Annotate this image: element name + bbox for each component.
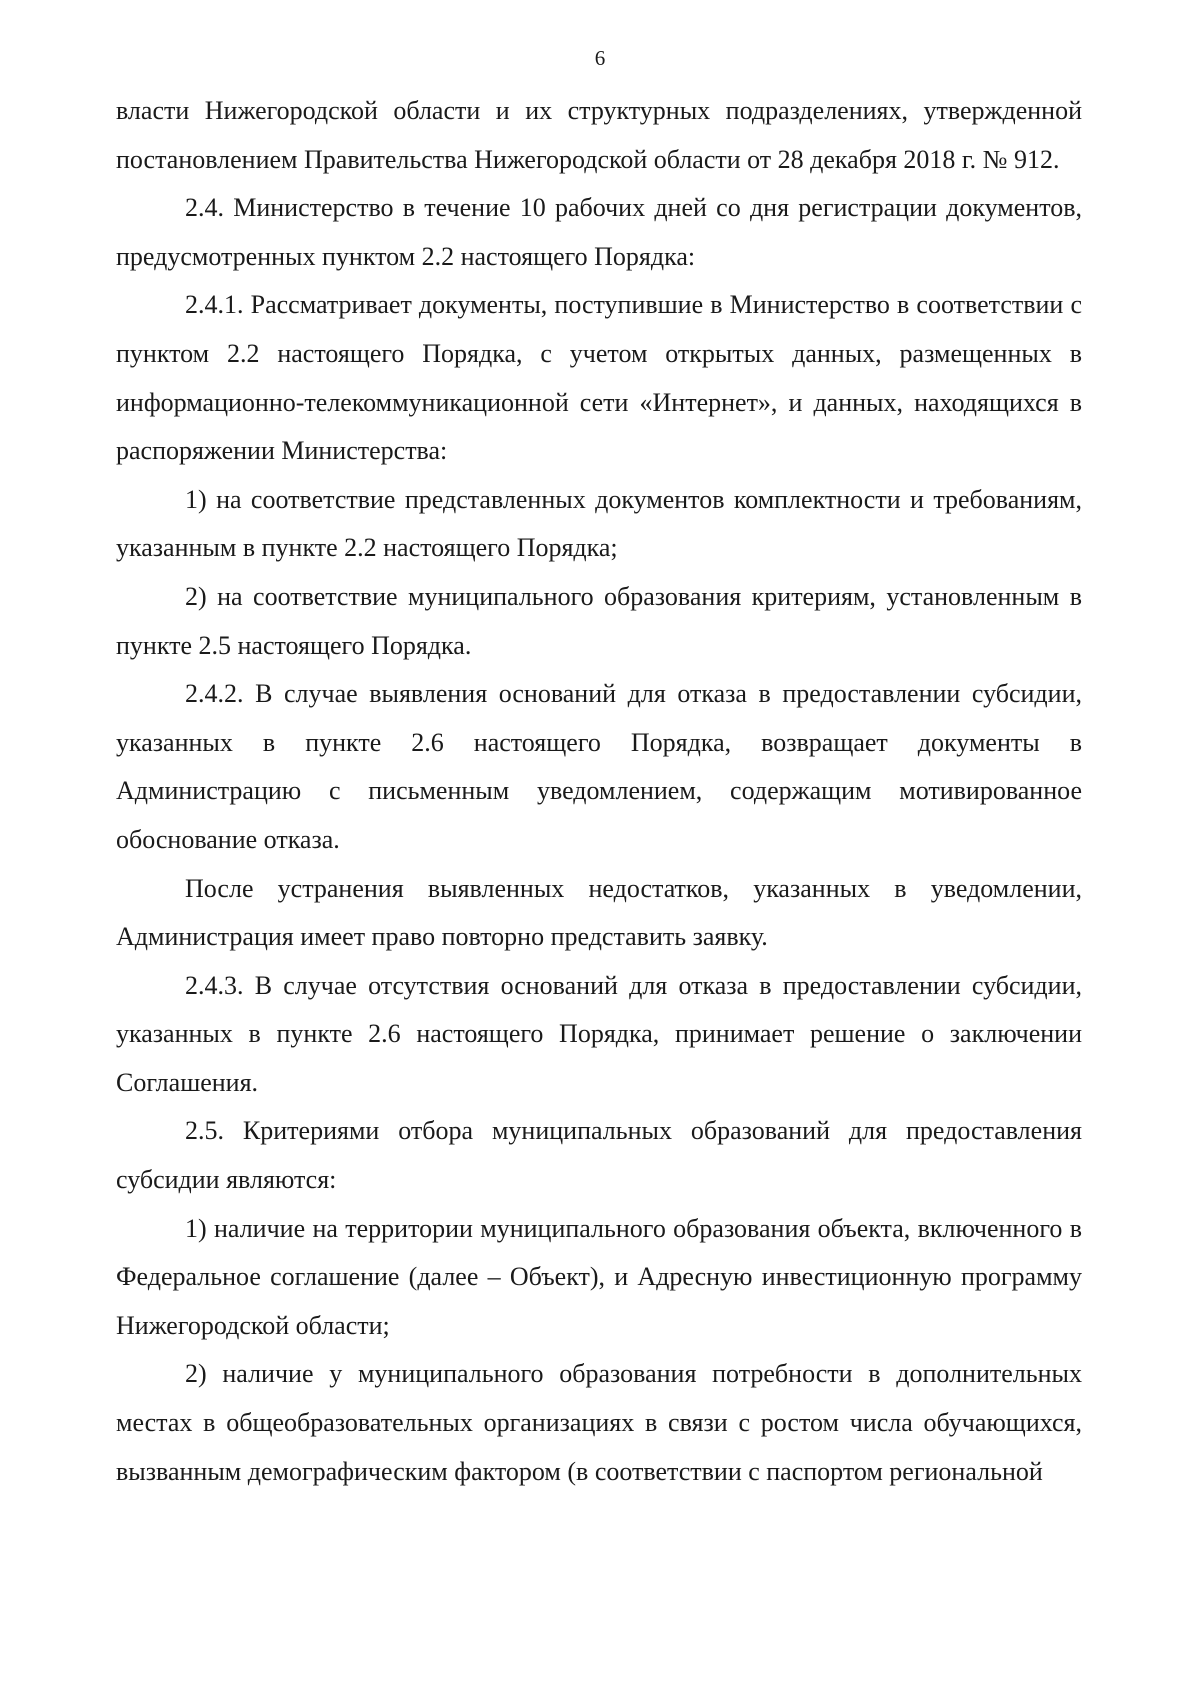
paragraph-2-4-2-resubmission: После устранения выявленных недостатков, указанных в уведомлении, Администрация имеет право повторно представить заявку. bbox=[116, 873, 1082, 952]
paragraph-2-4: 2.4. Министерство в течение 10 рабочих дней со дня регистрации документов, предусмотренных пунктом 2.2 настоящего Порядка: bbox=[116, 193, 1082, 271]
page-number: 6 bbox=[594, 46, 606, 70]
paragraph-2-4-3: 2.4.3. В случае отсутствия оснований для отказа в предоставлении субсидии, указанных в пункте 2.6 настоящего Порядка, принимает решение о заключении Соглашения. bbox=[116, 970, 1082, 1097]
paragraph-2-5-item-1: 1) наличие на территории муниципального образования объекта, включенного в Федеральное соглашение (далее – Объект), и Адресную инвестиционную программу Нижегородской области; bbox=[116, 1213, 1082, 1340]
paragraph-continuation: власти Нижегородской области и их структурных подразделениях, утвержденной постановлением Правительства Нижегородской области от 28 декабря 2018 г. № 912. bbox=[116, 96, 1082, 174]
paragraph-2-5-item-2: 2) наличие у муниципального образования потребности в дополнительных местах в общеобразовательных организациях в связи с ростом числа обучающихся, вызванным демографическим фактором (в соответствии с паспортом региональной bbox=[116, 1359, 1082, 1486]
paragraph-2-4-1: 2.4.1. Рассматривает документы, поступившие в Министерство в соответствии с пунктом 2.2 настоящего Порядка, с учетом открытых данных, размещенных в информационно-телекоммуникационной сети «Интернет», и данных, находящихся в распоряжении Министерства: bbox=[116, 290, 1082, 466]
paragraph-2-5: 2.5. Критериями отбора муниципальных образований для предоставления субсидии являются: bbox=[116, 1116, 1082, 1195]
paragraph-2-4-2: 2.4.2. В случае выявления оснований для отказа в предоставлении субсидии, указанных в пункте 2.6 настоящего Порядка, возвращает документы в Администрацию с письменным уведомлением, содержащим мотивированное обоснование отказа. bbox=[116, 679, 1082, 854]
document-body bbox=[116, 87, 1082, 1496]
paragraph-2-4-1-item-1: 1) на соответствие представленных документов комплектности и требованиям, указанным в пункте 2.2 настоящего Порядка; bbox=[116, 484, 1082, 563]
paragraph-2-4-1-item-2: 2) на соответствие муниципального образования критериям, установленным в пункте 2.5 настоящего Порядка. bbox=[116, 581, 1082, 660]
